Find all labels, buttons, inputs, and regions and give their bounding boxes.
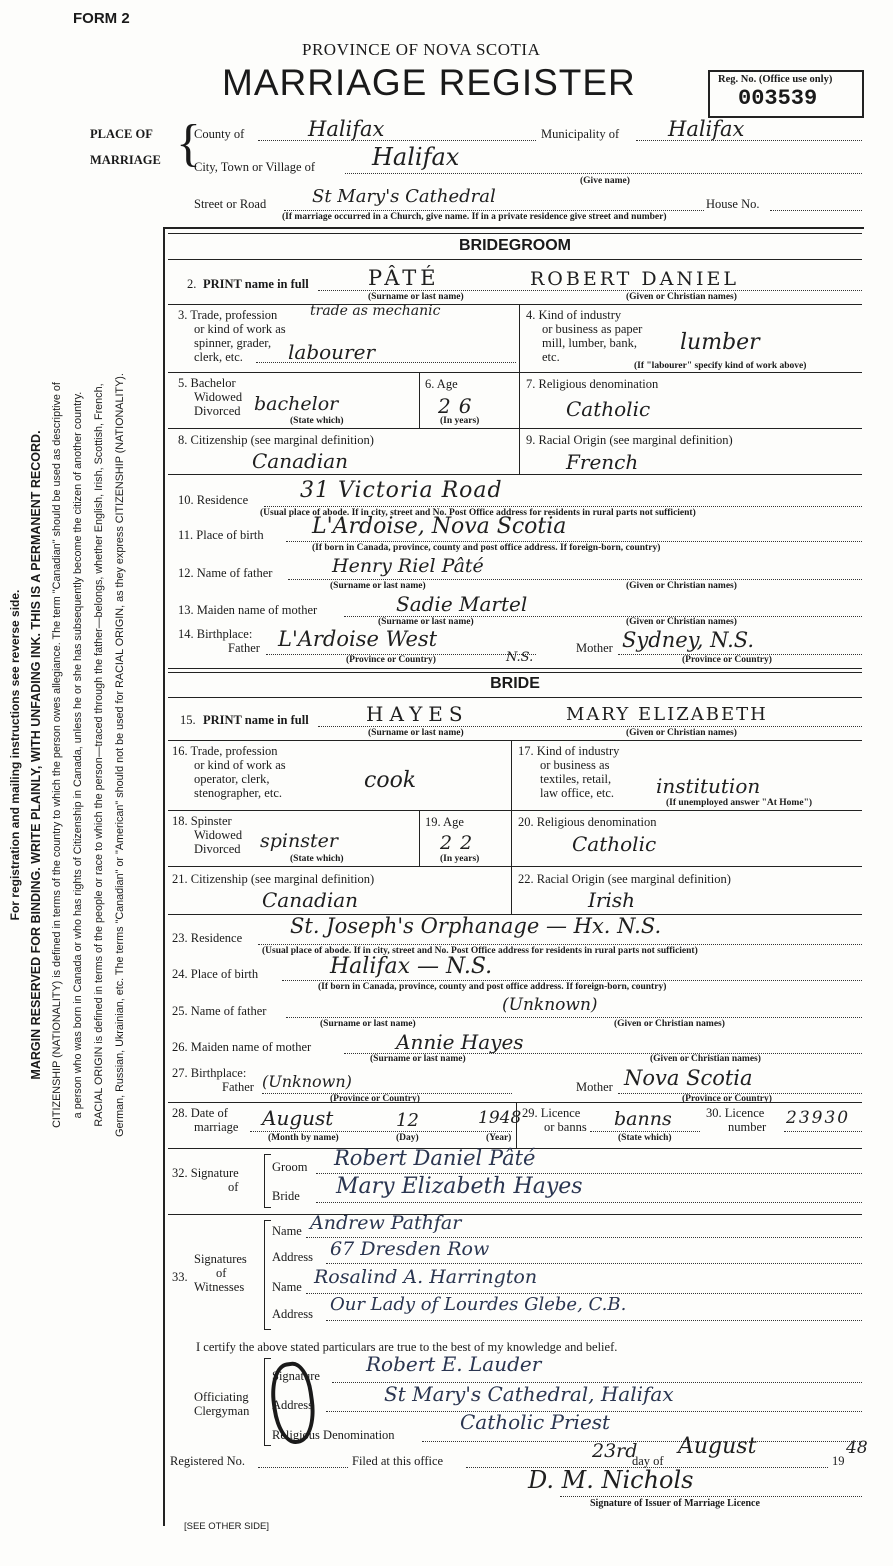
q17-caption: (If unemployed answer "At Home") [666, 798, 813, 808]
marriage-year[interactable]: 1948 [478, 1108, 522, 1128]
q4-caption: (If "labourer" specify kind of work above) [634, 361, 807, 371]
street-label: Street or Road [194, 197, 267, 211]
groom-mother[interactable]: Sadie Martel [396, 592, 528, 616]
bride-origin[interactable]: Irish [588, 888, 636, 912]
place-note: (If marriage occurred in a Church, give name. If in a private residence give street and number) [282, 212, 667, 222]
place-label-2: MARRIAGE [90, 153, 161, 167]
bride-surname[interactable]: HAYES [366, 702, 469, 726]
bride-sig-label: Bride [272, 1189, 300, 1203]
form-number: FORM 2 [73, 10, 130, 27]
q18-label: 18. Spinster Widowed Divorced [172, 814, 243, 856]
q5-label: 5. Bachelor Widowed Divorced [178, 376, 243, 418]
q22-label: 22. Racial Origin (see marginal definition) [518, 872, 731, 886]
groom-surname-caption: (Surname or last name) [368, 292, 464, 302]
q17-label: 17. Kind of industry or business as textiles, retail, law office, etc. [518, 744, 620, 800]
filed-year-prefix: 19 [832, 1454, 845, 1468]
q24-label: 24. Place of birth [172, 967, 259, 981]
q26-label: 26. Maiden name of mother [172, 1040, 312, 1054]
issuer-label: Signature of Issuer of Marriage Licence [590, 1498, 760, 1509]
give-name-caption: (Give name) [580, 176, 630, 186]
marriage-month[interactable]: August [262, 1106, 334, 1130]
groom-religion[interactable]: Catholic [566, 397, 651, 421]
w2-name-label: Name [272, 1280, 302, 1294]
groom-trade-2[interactable]: labourer [288, 340, 376, 364]
q32-label: 32. Signature of [172, 1166, 239, 1194]
q15-label: PRINT name in full [203, 713, 309, 727]
q9-label: 9. Racial Origin (see marginal definition) [526, 433, 733, 447]
q8-label: 8. Citizenship (see marginal definition) [178, 433, 374, 447]
filed-label: Filed at this office [352, 1454, 444, 1468]
witness-bracket [264, 1220, 271, 1330]
section-bride: BRIDE [490, 675, 540, 692]
q7-label: 7. Religious denomination [526, 377, 659, 391]
filed-day[interactable]: 23rd [592, 1440, 638, 1462]
q16-label: 16. Trade, profession or kind of work as operator, clerk, stenographer, etc. [172, 744, 286, 800]
see-other-side: [SEE OTHER SIDE] [184, 1521, 269, 1532]
margin-line-3: CITIZENSHIP (NATIONALITY) is defined in terms of the country to which the person owes allegiance. The term "Canadian" should be used as descriptive of [51, 382, 63, 1128]
registered-label: Registered No. [170, 1454, 245, 1468]
groom-father[interactable]: Henry Riel Pâté [332, 555, 484, 577]
page-title: MARRIAGE REGISTER [222, 62, 636, 103]
county-label: County of [194, 127, 245, 141]
q19-label: 19. Age [425, 815, 464, 829]
q14-mother-label: Mother [576, 641, 613, 655]
q23-label: 23. Residence [172, 931, 243, 945]
bride-trade[interactable]: cook [364, 768, 417, 793]
street-line [284, 210, 704, 211]
municipality-value[interactable]: Halifax [668, 117, 745, 141]
house-line [770, 210, 862, 211]
groom-origin[interactable]: French [566, 450, 639, 474]
city-label: City, Town or Village of [194, 160, 316, 174]
clergy-denomination[interactable]: Catholic Priest [460, 1410, 611, 1434]
clergy-bracket [264, 1358, 271, 1446]
day-of-label: day of [632, 1454, 664, 1468]
q29-label: 29. Licence or banns [522, 1106, 587, 1134]
licence-or-banns[interactable]: banns [614, 1108, 672, 1130]
filed-month[interactable]: August [678, 1434, 757, 1459]
q2-label: PRINT name in full [203, 277, 309, 291]
w2-address-label: Address [272, 1307, 313, 1321]
groom-residence[interactable]: 31 Victoria Road [300, 478, 503, 503]
groom-father-birthplace-2[interactable]: N.S. [506, 650, 534, 665]
q14-father-label: Father [228, 641, 260, 655]
bride-status[interactable]: spinster [260, 830, 338, 852]
bride-father[interactable]: (Unknown) [502, 995, 598, 1015]
margin-line-5: RACIAL ORIGIN is defined in terms of the people or race to which the person—traced through the father—belongs, whether English, Irish, Scottish, French, [93, 383, 105, 1127]
bride-birthplace[interactable]: Halifax — N.S. [330, 954, 493, 979]
bride-father-birthplace[interactable]: (Unknown) [262, 1072, 352, 1091]
q27-mother-label: Mother [576, 1080, 613, 1094]
q4-label: 4. Kind of industry or business as paper mill, lumber, bank, etc. [526, 308, 643, 364]
groom-signature[interactable]: Robert Daniel Pâté [334, 1146, 536, 1170]
w1-address-label: Address [272, 1250, 313, 1264]
bride-given[interactable]: MARY ELIZABETH [566, 704, 768, 725]
q27-label: 27. Birthplace: [172, 1066, 247, 1080]
place-label-1: PLACE OF [90, 127, 153, 141]
q15-number: 15. [180, 713, 196, 727]
groom-birthplace[interactable]: L'Ardoise, Nova Scotia [312, 514, 567, 539]
bride-citizenship[interactable]: Canadian [262, 888, 359, 912]
groom-father-birthplace[interactable]: L'Ardoise West [278, 627, 438, 651]
section-bridegroom: BRIDEGROOM [459, 237, 571, 254]
certify-statement: I certify the above stated particulars are true to the best of my knowledge and belief. [196, 1340, 618, 1354]
q3-label: 3. Trade, profession or kind of work as spinner, grader, clerk, etc. [178, 308, 286, 364]
q27-father-label: Father [222, 1080, 254, 1094]
licence-number[interactable]: 23930 [786, 1108, 851, 1128]
witness-2-name[interactable]: Rosalind A. Harrington [314, 1266, 538, 1288]
bride-industry[interactable]: institution [656, 774, 761, 798]
groom-state-caption: (State which) [290, 416, 344, 426]
street-value[interactable]: St Mary's Cathedral [312, 186, 496, 207]
brace: { [176, 115, 201, 172]
groom-citizenship[interactable]: Canadian [252, 449, 349, 473]
denomination-label: Religious Denomination [272, 1428, 395, 1442]
witness-1-address[interactable]: 67 Dresden Row [330, 1238, 490, 1260]
q33-label: 33. Signatures of Witnesses [172, 1252, 247, 1294]
reg-number: 003539 [738, 86, 818, 111]
sig-bracket [264, 1154, 271, 1208]
margin-line-2: MARGIN RESERVED FOR BINDING. WRITE PLAINLY, WITH UNFADING INK. THIS IS A PERMANENT RECORD. [29, 430, 43, 1080]
q10-label: 10. Residence [178, 493, 249, 507]
county-value[interactable]: Halifax [308, 117, 385, 141]
q25-label: 25. Name of father [172, 1004, 267, 1018]
issuer-signature[interactable]: D. M. Nichols [528, 1466, 694, 1494]
q12-label: 12. Name of father [178, 566, 273, 580]
groom-given[interactable]: ROBERT DANIEL [530, 268, 739, 290]
witness-1-name[interactable]: Andrew Pathfar [310, 1212, 462, 1234]
bride-mother-birthplace[interactable]: Nova Scotia [624, 1066, 753, 1090]
bride-residence[interactable]: St. Joseph's Orphanage — Hx. N.S. [290, 914, 662, 938]
q21-label: 21. Citizenship (see marginal definition) [172, 872, 375, 886]
margin-line-6: German, Russian, Ukrainian, etc. The terms "Canadian" or "American" should not be used for RACIAL ORIGIN, as they express CITIZENSHIP (NATIONALITY). [114, 373, 126, 1137]
margin-line-4: a person who was born in Canada or who has rights of Citizenship in Canada, unless he or she has subsequently become the citizen of another country. [72, 391, 84, 1119]
margin-line-1: For registration and mailing instructions see reverse side. [8, 589, 22, 921]
groom-sig-label: Groom [272, 1160, 308, 1174]
groom-mother-birthplace[interactable]: Sydney, N.S. [622, 628, 755, 652]
house-label: House No. [706, 197, 760, 211]
residence-caption: (Usual place of abode. If in city, street and No. Post Office address for residents in rural parts not sufficient) [260, 508, 696, 518]
clergy-signature[interactable]: Robert E. Lauder [366, 1352, 542, 1376]
groom-trade-1[interactable]: trade as mechanic [310, 303, 441, 319]
clergy-address-label: Address [272, 1398, 313, 1412]
groom-given-caption: (Given or Christian names) [626, 292, 737, 302]
q30-label: 30. Licence number [706, 1106, 767, 1134]
q2-number: 2. [187, 277, 197, 291]
city-line [345, 173, 862, 174]
bride-signature[interactable]: Mary Elizabeth Hayes [336, 1174, 583, 1199]
province-heading: PROVINCE OF NOVA SCOTIA [302, 40, 541, 59]
q20-label: 20. Religious denomination [518, 815, 657, 829]
clergy-signature-label: Signature [272, 1369, 320, 1383]
groom-years-caption: (In years) [440, 416, 480, 426]
bride-age[interactable]: 22 [440, 832, 481, 854]
city-value[interactable]: Halifax [372, 143, 460, 171]
bride-mother[interactable]: Annie Hayes [396, 1030, 524, 1054]
municipality-label: Municipality of [541, 127, 620, 141]
county-line [258, 140, 536, 141]
q28-label: 28. Date of marriage [172, 1106, 239, 1134]
q11-label: 11. Place of birth [178, 528, 264, 542]
reg-number-label: Reg. No. (Office use only) [718, 74, 833, 85]
bride-religion[interactable]: Catholic [572, 832, 657, 856]
groom-age[interactable]: 26 [438, 394, 480, 418]
q14-label: 14. Birthplace: [178, 627, 253, 641]
q6-label: 6. Age [425, 377, 458, 391]
groom-industry[interactable]: lumber [680, 330, 760, 355]
birth-caption: (If born in Canada, province, county and post office address. If foreign-born, country) [312, 543, 661, 553]
clergy-label: Officiating Clergyman [194, 1390, 250, 1418]
witness-2-address[interactable]: Our Lady of Lourdes Glebe, C.B. [330, 1294, 627, 1315]
marriage-day[interactable]: 12 [396, 1110, 419, 1131]
groom-surname[interactable]: PÂTÉ [368, 266, 440, 290]
groom-status[interactable]: bachelor [254, 393, 339, 415]
filed-year[interactable]: 48 [846, 1438, 868, 1458]
clergy-address[interactable]: St Mary's Cathedral, Halifax [384, 1382, 674, 1406]
w1-name-label: Name [272, 1224, 302, 1238]
q13-label: 13. Maiden name of mother [178, 603, 318, 617]
